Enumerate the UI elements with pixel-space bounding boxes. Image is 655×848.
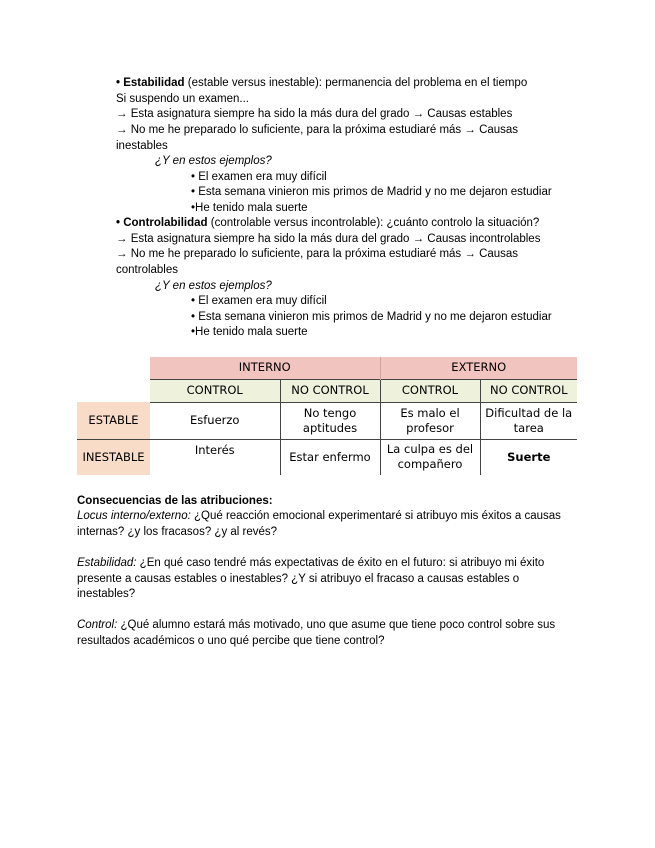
consequence-estabilidad: Estabilidad: ¿En qué caso tendré más expectativas de éxito en el futuro: si atribuyo mi éxito — [77, 557, 545, 569]
cell-culpa-companero: La culpa es del compañero — [380, 439, 480, 475]
text-line: inestables? — [77, 588, 136, 600]
header-interno: INTERNO — [150, 357, 380, 379]
example-item: • Esta semana vinieron mis primos de Madrid y no me dejaron estudiar — [191, 311, 552, 323]
text-line: resultados académicos o uno qué percibe que tiene control? — [77, 635, 385, 647]
consequence-locus: Locus interno/externo: ¿Qué reacción emocional experimentaré si atribuyo mis éxitos a causas — [77, 510, 561, 522]
text-line: → No me he preparado lo suficiente, para la próxima estudiaré más → Causas — [116, 248, 519, 260]
consequences-title: Consecuencias de las atribuciones: — [77, 495, 273, 507]
row-inestable: INESTABLE — [77, 439, 150, 475]
consequence-control: Control: ¿Qué alumno estará más motivado, uno que asume que tiene poco control sobre sus — [77, 619, 556, 631]
cell-dificultad-tarea: Dificultad de la tarea — [480, 402, 577, 439]
estabilidad-label: • Estabilidad — [116, 77, 185, 89]
text-line: presente a causas estables o inestables? ¿Y si atribuyo el fracaso a causas estables o — [77, 573, 520, 585]
text-line: Si suspendo un examen... — [116, 93, 249, 105]
cell-estar-enfermo: Estar enfermo — [280, 439, 380, 475]
controlabilidad-label: • Controlabilidad — [116, 217, 208, 229]
header-no-control-externo: NO CONTROL — [480, 379, 577, 402]
example-item: •He tenido mala suerte — [191, 326, 308, 338]
controlabilidad-heading: • Controlabilidad (controlable versus incontrolable): ¿cuánto controlo la situación? — [116, 217, 540, 229]
example-item: •He tenido mala suerte — [191, 202, 308, 214]
cell-esfuerzo: Esfuerzo — [150, 402, 280, 439]
cell-es-malo-el-profesor: Es malo el profesor — [380, 402, 480, 439]
text-line: → No me he preparado lo suficiente, para la próxima estudiaré más → Causas — [116, 124, 519, 136]
row-estable: ESTABLE — [77, 402, 150, 439]
table-corner — [77, 379, 150, 402]
text-line: internas? ¿y los fracasos? ¿y al revés? — [77, 526, 278, 538]
question-line: ¿Y en estos ejemplos? — [155, 280, 272, 292]
header-control-externo: CONTROL — [380, 379, 480, 402]
cell-interes: Interés — [150, 439, 280, 475]
example-item: • Esta semana vinieron mis primos de Madrid y no me dejaron estudiar — [191, 186, 552, 198]
text-line: controlables — [116, 264, 179, 276]
header-externo: EXTERNO — [380, 357, 577, 379]
cell-suerte: Suerte — [507, 449, 551, 464]
text-line: → Esta asignatura siempre ha sido la más dura del grado → Causas estables — [116, 108, 513, 120]
header-control: CONTROL — [150, 379, 280, 402]
example-item: • El examen era muy difícil — [191, 171, 327, 183]
header-no-control: NO CONTROL — [280, 379, 380, 402]
question-line: ¿Y en estos ejemplos? — [155, 155, 272, 167]
cell-no-tengo-aptitudes: No tengo aptitudes — [280, 402, 380, 439]
table-corner — [77, 357, 150, 379]
text-line: → Esta asignatura siempre ha sido la más dura del grado → Causas incontrolables — [116, 233, 541, 245]
attribution-table — [77, 357, 577, 475]
estabilidad-heading: • Estabilidad (estable versus inestable): permanencia del problema en el tiempo — [116, 77, 528, 89]
example-item: • El examen era muy difícil — [191, 295, 327, 307]
text-line: inestables — [116, 140, 168, 152]
